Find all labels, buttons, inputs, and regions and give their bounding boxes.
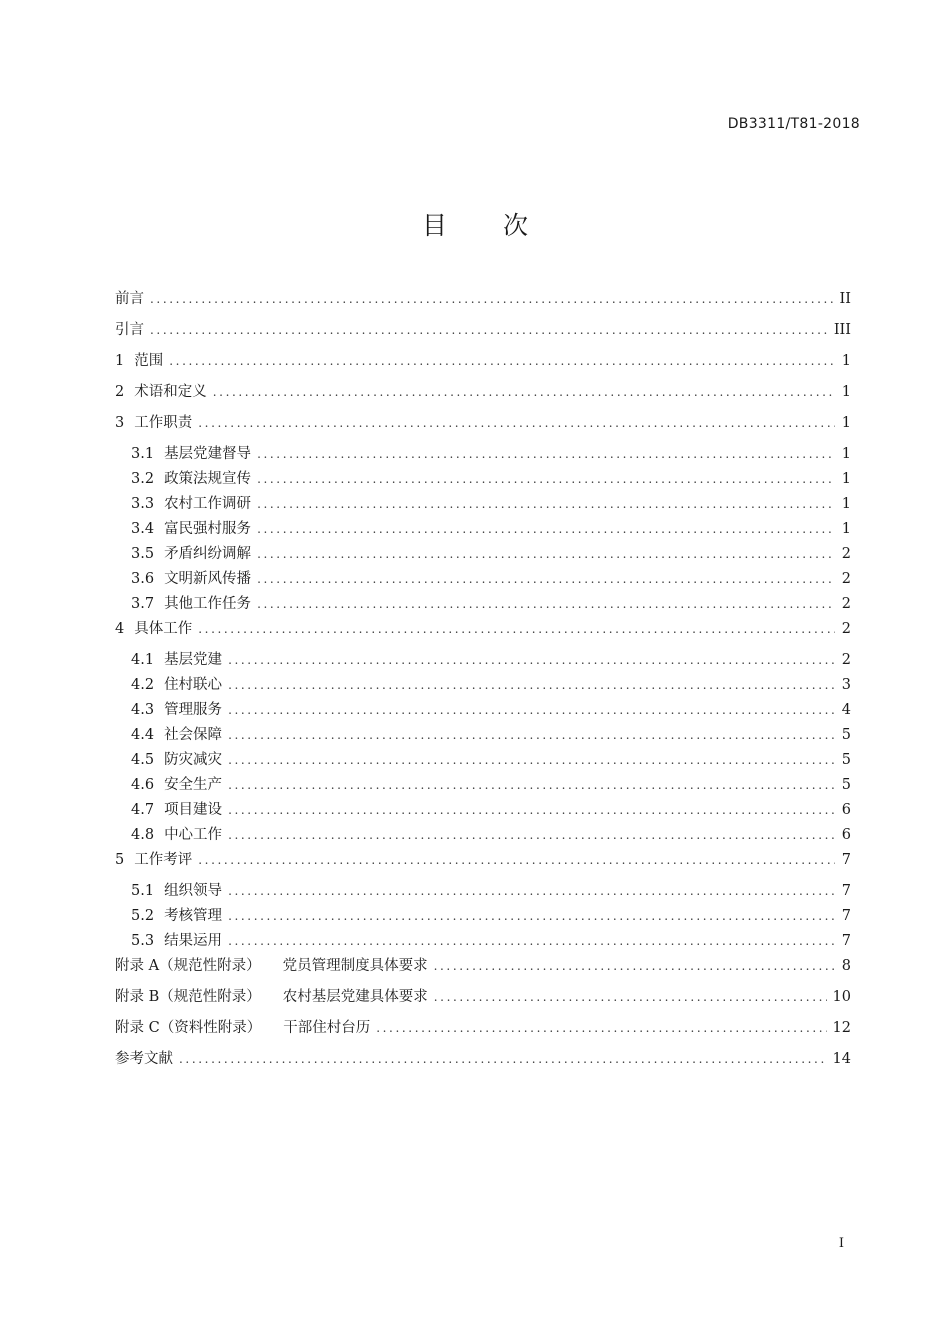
toc-subentry[interactable] <box>115 748 851 773</box>
toc-entry-page: 2 <box>841 621 851 637</box>
toc-entry-label: 具体工作 <box>134 621 193 637</box>
toc-subentry[interactable] <box>115 592 851 617</box>
toc-entry-label: 其他工作任务 <box>164 596 252 612</box>
toc-entry-number: 3.2 <box>131 471 155 487</box>
toc-entry-number: 3.3 <box>131 496 155 512</box>
toc-entry-page: 5 <box>841 777 851 793</box>
toc-entry-page: 1 <box>841 521 851 537</box>
toc-subentry[interactable] <box>115 517 851 542</box>
toc-entry-label: 基层党建督导 <box>164 446 252 462</box>
toc-title: 目 次 <box>422 211 552 240</box>
toc-entry-label: 组织领导 <box>164 883 223 899</box>
toc-entry-page: 6 <box>841 802 851 818</box>
toc-entry-label: 富民强村服务 <box>164 521 252 537</box>
toc-dot-leader <box>257 567 835 592</box>
toc-subentry[interactable] <box>115 929 851 954</box>
toc-entry-number: 4.2 <box>131 677 155 693</box>
toc-entry-page: III <box>833 322 851 338</box>
toc-dot-leader <box>257 442 835 467</box>
toc-entry-number: 5.1 <box>131 883 155 899</box>
toc-entry-number: 4.7 <box>131 802 155 818</box>
toc-entry-label: 住村联心 <box>164 677 223 693</box>
toc-entry-page: 1 <box>841 471 851 487</box>
toc-subentry[interactable] <box>115 673 851 698</box>
toc-subentry[interactable] <box>115 567 851 592</box>
toc-dot-leader <box>228 648 835 673</box>
toc-dot-leader <box>150 287 834 312</box>
toc-entry[interactable] <box>115 1047 851 1078</box>
toc-dot-leader <box>228 879 835 904</box>
document-code: DB3311/T81-2018 <box>727 116 860 132</box>
toc-entry[interactable] <box>115 848 851 879</box>
toc-subentry[interactable] <box>115 723 851 748</box>
toc-entry[interactable] <box>115 985 851 1016</box>
toc-dot-leader <box>257 467 835 492</box>
toc-dot-leader <box>257 592 835 617</box>
toc-entry-number: 3 <box>115 415 125 431</box>
toc-entry-label: 管理服务 <box>164 702 223 718</box>
toc-subentry[interactable] <box>115 442 851 467</box>
toc-entry-page: 5 <box>841 727 851 743</box>
toc-entry-page: 1 <box>841 496 851 512</box>
toc-entry-page: 2 <box>841 546 851 562</box>
toc-entry-label: 参考文献 <box>115 1051 173 1067</box>
toc-entry-page: 4 <box>841 702 851 718</box>
toc-entry-label: 中心工作 <box>164 827 223 843</box>
toc-entry[interactable] <box>115 1016 851 1047</box>
toc-entry-number: 4.4 <box>131 727 155 743</box>
toc-entry-number: 2 <box>115 384 125 400</box>
toc-entry-page: 6 <box>841 827 851 843</box>
toc-entry-page: 7 <box>841 908 851 924</box>
toc-entry-label: 防灾减灾 <box>164 752 223 768</box>
toc-dot-leader <box>434 954 835 979</box>
page-number: I <box>838 1236 844 1251</box>
toc-entry-label: 农村工作调研 <box>164 496 252 512</box>
toc-entry-number: 3.1 <box>131 446 155 462</box>
toc-dot-leader <box>198 411 835 436</box>
toc-dot-leader <box>228 798 835 823</box>
toc-dot-leader <box>228 929 835 954</box>
toc-entry-page: 2 <box>841 571 851 587</box>
toc-dot-leader <box>257 542 835 567</box>
toc-entry-page: 1 <box>841 384 851 400</box>
toc-entry-page: 2 <box>841 596 851 612</box>
toc-subentry[interactable] <box>115 773 851 798</box>
toc-entry[interactable] <box>115 954 851 985</box>
toc-entry[interactable] <box>115 287 851 318</box>
toc-entry-number: 4.5 <box>131 752 155 768</box>
toc-dot-leader <box>213 380 835 405</box>
toc-entry-number: 3.7 <box>131 596 155 612</box>
toc-entry-page: 3 <box>841 677 851 693</box>
toc-entry-label: 引言 <box>115 322 144 338</box>
toc-dot-leader <box>150 318 828 343</box>
toc-entry-label: 考核管理 <box>164 908 223 924</box>
toc-entry-page: 10 <box>832 989 851 1005</box>
toc-dot-leader <box>228 904 835 929</box>
toc-entry-label: 基层党建 <box>164 652 223 668</box>
toc-entry-page: 7 <box>841 852 851 868</box>
toc-dot-leader <box>228 673 835 698</box>
toc-dot-leader <box>228 773 835 798</box>
toc-entry-page: 1 <box>841 415 851 431</box>
toc-entry-number: 5.2 <box>131 908 155 924</box>
toc-entry-label: 结果运用 <box>164 933 223 949</box>
toc-entry-page: II <box>839 291 851 307</box>
toc-subentry[interactable] <box>115 467 851 492</box>
toc-entry-label: 社会保障 <box>164 727 223 743</box>
toc-entry-label: 工作职责 <box>134 415 193 431</box>
toc-dot-leader <box>198 617 835 642</box>
toc-entry-label: 矛盾纠纷调解 <box>164 546 252 562</box>
toc-entry-description: 干部住村台历 <box>283 1020 371 1036</box>
toc-dot-leader <box>169 349 835 374</box>
toc-entry-label: 文明新风传播 <box>164 571 252 587</box>
toc-entry-number: 3.5 <box>131 546 155 562</box>
toc-entry[interactable] <box>115 617 851 648</box>
toc-entry[interactable] <box>115 349 851 380</box>
toc-dot-leader <box>228 723 835 748</box>
toc-entry-label: 术语和定义 <box>134 384 207 400</box>
toc-entry-page: 2 <box>841 652 851 668</box>
toc-entry-label: 前言 <box>115 291 144 307</box>
toc-entry-label: 附录 C（资料性附录） <box>115 1020 262 1036</box>
toc-dot-leader <box>257 492 835 517</box>
toc-entry-page: 7 <box>841 933 851 949</box>
toc-entry-number: 1 <box>115 353 125 369</box>
toc-entry-number: 4 <box>115 621 125 637</box>
table-of-contents <box>115 287 851 1078</box>
toc-dot-leader <box>179 1047 827 1072</box>
toc-subentry[interactable] <box>115 879 851 904</box>
toc-entry-number: 4.6 <box>131 777 155 793</box>
toc-dot-leader <box>198 848 835 873</box>
toc-subentry[interactable] <box>115 904 851 929</box>
toc-entry-page: 12 <box>832 1020 851 1036</box>
toc-entry-page: 14 <box>832 1051 851 1067</box>
toc-entry-number: 4.1 <box>131 652 155 668</box>
toc-entry-page: 1 <box>841 353 851 369</box>
toc-entry-page: 5 <box>841 752 851 768</box>
toc-entry-label: 工作考评 <box>134 852 193 868</box>
toc-subentry[interactable] <box>115 648 851 673</box>
toc-dot-leader <box>228 748 835 773</box>
toc-entry-number: 3.6 <box>131 571 155 587</box>
toc-entry-description: 农村基层党建具体要求 <box>282 989 428 1005</box>
toc-subentry[interactable] <box>115 698 851 723</box>
toc-entry-number: 5 <box>115 852 125 868</box>
toc-subentry[interactable] <box>115 823 851 848</box>
toc-entry-number: 3.4 <box>131 521 155 537</box>
toc-entry-label: 安全生产 <box>164 777 223 793</box>
toc-entry[interactable] <box>115 411 851 442</box>
toc-entry-number: 4.3 <box>131 702 155 718</box>
toc-entry-page: 7 <box>841 883 851 899</box>
toc-dot-leader <box>228 823 835 848</box>
toc-entry-label: 项目建设 <box>164 802 223 818</box>
toc-entry-label: 附录 B（规范性附录） <box>115 989 261 1005</box>
toc-subentry[interactable] <box>115 492 851 517</box>
toc-entry-page: 1 <box>841 446 851 462</box>
toc-dot-leader <box>228 698 835 723</box>
toc-entry[interactable] <box>115 318 851 349</box>
toc-entry[interactable] <box>115 380 851 411</box>
toc-dot-leader <box>376 1016 826 1041</box>
toc-dot-leader <box>434 985 827 1010</box>
toc-entry-number: 4.8 <box>131 827 155 843</box>
toc-dot-leader <box>257 517 835 542</box>
toc-entry-label: 范围 <box>134 353 164 369</box>
toc-entry-label: 政策法规宣传 <box>164 471 252 487</box>
toc-subentry[interactable] <box>115 542 851 567</box>
toc-entry-label: 附录 A（规范性附录） <box>115 958 261 974</box>
toc-subentry[interactable] <box>115 798 851 823</box>
toc-entry-description: 党员管理制度具体要求 <box>282 958 428 974</box>
toc-entry-number: 5.3 <box>131 933 155 949</box>
toc-entry-page: 8 <box>841 958 851 974</box>
